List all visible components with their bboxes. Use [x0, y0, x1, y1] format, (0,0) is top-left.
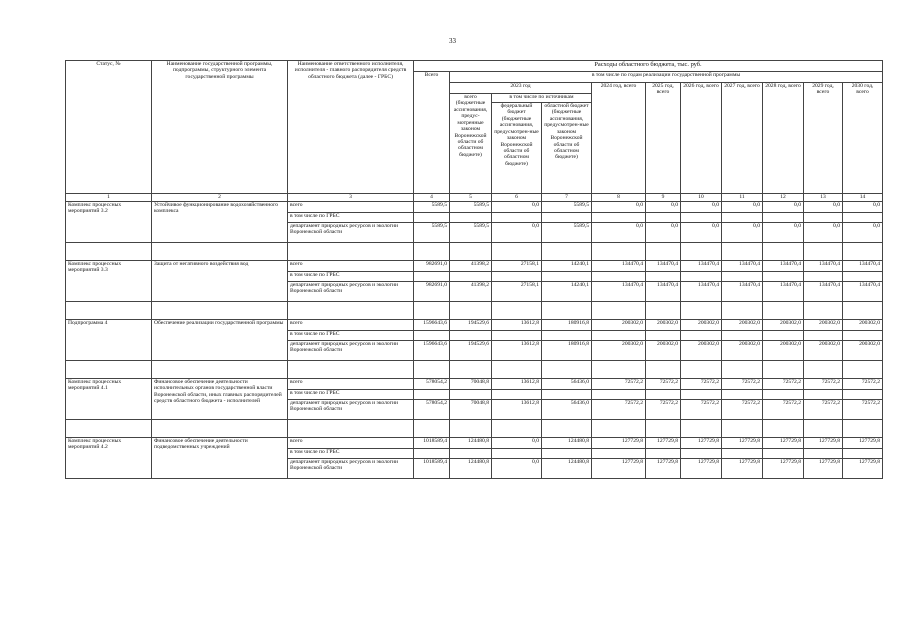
col-index: 7 [542, 194, 592, 202]
value-cell: 5589,5 [450, 202, 492, 213]
empty-cell [681, 272, 722, 282]
header-program-name: Наименование государственной программы, подпрограммы, структурного элемента государственной программы [152, 61, 288, 194]
value-cell: 124480,8 [542, 438, 592, 449]
table-row [66, 379, 883, 390]
spacer-cell [843, 361, 883, 379]
spacer-cell [288, 420, 414, 438]
program-name-cell: Защита от негативного воздействия вод [152, 261, 288, 302]
value-cell: 134470,4 [681, 261, 722, 272]
value-cell: 982691,0 [414, 282, 450, 302]
executor-grbs-cell: в том числе по ГРБС [288, 272, 414, 282]
value-cell: 982691,0 [414, 261, 450, 272]
header-federal: федеральный бюджет (бюджетные ассигнования, предусмотрен-ные законом Воронежской области об областном бюджете) [492, 103, 542, 194]
empty-cell [542, 390, 592, 400]
value-cell: 70048,8 [450, 379, 492, 390]
spacer-cell [681, 243, 722, 261]
spacer-cell [592, 302, 646, 320]
value-cell: 200302,0 [763, 341, 804, 361]
executor-dept-cell: департамент природных ресурсов и экологии Воронежской области [288, 282, 414, 302]
spacer-cell [722, 420, 763, 438]
value-cell: 127729,8 [646, 459, 681, 479]
value-cell: 1596643,6 [414, 341, 450, 361]
col-index: 14 [843, 194, 883, 202]
col-index: 9 [646, 194, 681, 202]
executor-dept-cell: департамент природных ресурсов и экологии Воронежской области [288, 223, 414, 243]
executor-all-cell: всего [288, 438, 414, 449]
empty-cell [804, 272, 843, 282]
value-cell: 134470,4 [646, 261, 681, 272]
spacer-cell [646, 243, 681, 261]
value-cell: 124480,8 [450, 438, 492, 449]
executor-grbs-cell: в том числе по ГРБС [288, 213, 414, 223]
value-cell: 72572,2 [843, 400, 883, 420]
empty-cell [414, 390, 450, 400]
header-by-years: в том числе по годам реализации государственной программы [450, 72, 883, 83]
empty-cell [681, 213, 722, 223]
value-cell: 72572,2 [646, 400, 681, 420]
value-cell: 13612,8 [492, 400, 542, 420]
empty-cell [722, 449, 763, 459]
header-sources: в том числе по источникам [492, 94, 592, 103]
header-2025: 2025 год, всего [646, 83, 681, 194]
empty-cell [542, 449, 592, 459]
value-cell: 194529,6 [450, 341, 492, 361]
empty-cell [592, 213, 646, 223]
value-cell: 127729,8 [646, 438, 681, 449]
table-row [66, 261, 883, 272]
empty-cell [843, 213, 883, 223]
value-cell: 1018589,4 [414, 438, 450, 449]
program-name-cell: Обеспечение реализации государственной программы [152, 320, 288, 361]
table-row [66, 202, 883, 213]
empty-cell [763, 390, 804, 400]
value-cell: 127729,8 [763, 438, 804, 449]
spacer-row [66, 243, 883, 261]
value-cell: 5589,5 [414, 202, 450, 213]
empty-cell [450, 390, 492, 400]
spacer-cell [722, 302, 763, 320]
empty-cell [542, 272, 592, 282]
value-cell: 72572,2 [763, 400, 804, 420]
spacer-cell [152, 302, 288, 320]
value-cell: 200302,0 [592, 341, 646, 361]
value-cell: 127729,8 [843, 438, 883, 449]
empty-cell [450, 449, 492, 459]
col-index: 6 [492, 194, 542, 202]
spacer-cell [542, 361, 592, 379]
header-2026: 2026 год, всего [681, 83, 722, 194]
header-regional: областной бюджет (бюджетные ассигнования, предусмотрен-ные законом Воронежской области об областном бюджете) [542, 103, 592, 194]
page-number: 33 [449, 37, 456, 45]
value-cell: 0,0 [843, 223, 883, 243]
value-cell: 134470,4 [722, 261, 763, 272]
spacer-cell [843, 420, 883, 438]
executor-dept-cell: департамент природных ресурсов и экологии Воронежской области [288, 400, 414, 420]
empty-cell [414, 449, 450, 459]
empty-cell [646, 272, 681, 282]
value-cell: 200302,0 [681, 320, 722, 331]
executor-grbs-cell: в том числе по ГРБС [288, 449, 414, 459]
empty-cell [646, 331, 681, 341]
value-cell: 70048,8 [450, 400, 492, 420]
value-cell: 0,0 [763, 202, 804, 213]
empty-cell [492, 390, 542, 400]
value-cell: 41398,2 [450, 282, 492, 302]
value-cell: 41398,2 [450, 261, 492, 272]
empty-cell [646, 390, 681, 400]
spacer-cell [843, 302, 883, 320]
spacer-cell [722, 361, 763, 379]
value-cell: 134470,4 [592, 261, 646, 272]
empty-cell [646, 213, 681, 223]
value-cell: 0,0 [492, 202, 542, 213]
spacer-cell [152, 420, 288, 438]
col-index: 8 [592, 194, 646, 202]
value-cell: 14240,1 [542, 261, 592, 272]
value-cell: 5589,5 [414, 223, 450, 243]
spacer-cell [804, 361, 843, 379]
empty-cell [542, 213, 592, 223]
column-index-row [66, 194, 883, 202]
col-index: 5 [450, 194, 492, 202]
status-cell: Комплекс процессных мероприятий 3.2 [66, 202, 152, 243]
value-cell: 127729,8 [804, 438, 843, 449]
value-cell: 13612,8 [492, 341, 542, 361]
empty-cell [722, 213, 763, 223]
spacer-cell [414, 243, 450, 261]
value-cell: 72572,2 [722, 379, 763, 390]
value-cell: 200302,0 [843, 341, 883, 361]
value-cell: 1018589,4 [414, 459, 450, 479]
spacer-cell [450, 243, 492, 261]
spacer-cell [152, 361, 288, 379]
spacer-row [66, 361, 883, 379]
value-cell: 72572,2 [843, 379, 883, 390]
header-2029: 2029 год, всего [804, 83, 843, 194]
value-cell: 200302,0 [646, 320, 681, 331]
value-cell: 127729,8 [722, 438, 763, 449]
spacer-cell [804, 302, 843, 320]
value-cell: 5589,5 [542, 202, 592, 213]
value-cell: 72572,2 [592, 379, 646, 390]
header-executor: Наименование ответственного исполнителя, исполнителя - главного распорядителя средств областного бюджета (далее - ГРБС) [288, 61, 414, 194]
value-cell: 127729,8 [681, 459, 722, 479]
header-expenses: Расходы областного бюджета, тыс. руб. [414, 61, 883, 72]
program-name-cell: Устойчивое функционирование водохозяйственного комплекса [152, 202, 288, 243]
header-2030: 2030 год, всего [843, 83, 883, 194]
value-cell: 200302,0 [722, 320, 763, 331]
value-cell: 127729,8 [843, 459, 883, 479]
spacer-cell [804, 243, 843, 261]
value-cell: 0,0 [843, 202, 883, 213]
col-index: 3 [288, 194, 414, 202]
value-cell: 13612,8 [492, 320, 542, 331]
value-cell: 0,0 [492, 223, 542, 243]
value-cell: 134470,4 [804, 282, 843, 302]
empty-cell [450, 272, 492, 282]
program-name-cell: Финансовое обеспечение деятельности подведомственных учреждений [152, 438, 288, 479]
value-cell: 0,0 [646, 223, 681, 243]
value-cell: 200302,0 [681, 341, 722, 361]
spacer-cell [592, 420, 646, 438]
program-name-cell: Финансовое обеспечение деятельности исполнительных органов государственной власти Воронежской области, иных главных распорядителей средств областного бюджета - исполнителей [152, 379, 288, 420]
value-cell: 127729,8 [592, 459, 646, 479]
executor-all-cell: всего [288, 320, 414, 331]
spacer-cell [66, 361, 152, 379]
empty-cell [722, 272, 763, 282]
value-cell: 13612,8 [492, 379, 542, 390]
header-2024: 2024 год, всего [592, 83, 646, 194]
value-cell: 200302,0 [763, 320, 804, 331]
empty-cell [592, 449, 646, 459]
value-cell: 194529,6 [450, 320, 492, 331]
value-cell: 134470,4 [646, 282, 681, 302]
value-cell: 127729,8 [592, 438, 646, 449]
empty-cell [592, 390, 646, 400]
table-row [66, 438, 883, 449]
status-cell: Подпрограмма 4 [66, 320, 152, 361]
empty-cell [681, 331, 722, 341]
value-cell: 0,0 [722, 202, 763, 213]
empty-cell [763, 272, 804, 282]
value-cell: 0,0 [592, 202, 646, 213]
value-cell: 0,0 [492, 459, 542, 479]
value-cell: 124480,8 [542, 459, 592, 479]
value-cell: 72572,2 [804, 400, 843, 420]
spacer-cell [646, 302, 681, 320]
value-cell: 5589,5 [450, 223, 492, 243]
executor-dept-cell: департамент природных ресурсов и экологии Воронежской области [288, 459, 414, 479]
value-cell: 5589,5 [542, 223, 592, 243]
spacer-cell [763, 243, 804, 261]
empty-cell [681, 390, 722, 400]
executor-all-cell: всего [288, 202, 414, 213]
value-cell: 124480,8 [450, 459, 492, 479]
spacer-cell [414, 420, 450, 438]
spacer-cell [492, 302, 542, 320]
value-cell: 134470,4 [804, 261, 843, 272]
spacer-cell [66, 243, 152, 261]
spacer-cell [414, 361, 450, 379]
value-cell: 72572,2 [681, 400, 722, 420]
spacer-cell [843, 243, 883, 261]
value-cell: 127729,8 [763, 459, 804, 479]
empty-cell [450, 213, 492, 223]
value-cell: 134470,4 [722, 282, 763, 302]
spacer-cell [66, 302, 152, 320]
empty-cell [804, 390, 843, 400]
empty-cell [681, 449, 722, 459]
empty-cell [763, 331, 804, 341]
header-total: Всего [414, 72, 450, 194]
spacer-cell [288, 302, 414, 320]
spacer-cell [681, 361, 722, 379]
spacer-cell [542, 420, 592, 438]
spacer-cell [542, 302, 592, 320]
spacer-cell [592, 243, 646, 261]
value-cell: 134470,4 [843, 261, 883, 272]
empty-cell [804, 331, 843, 341]
empty-cell [492, 449, 542, 459]
spacer-cell [414, 302, 450, 320]
empty-cell [414, 213, 450, 223]
value-cell: 134470,4 [843, 282, 883, 302]
empty-cell [843, 331, 883, 341]
value-cell: 134470,4 [763, 282, 804, 302]
value-cell: 0,0 [804, 223, 843, 243]
empty-cell [450, 331, 492, 341]
col-index: 13 [804, 194, 843, 202]
empty-cell [592, 331, 646, 341]
value-cell: 578054,2 [414, 400, 450, 420]
executor-dept-cell: департамент природных ресурсов и экологии Воронежской области [288, 341, 414, 361]
header-status: Статус, № [66, 61, 152, 194]
empty-cell [843, 272, 883, 282]
executor-grbs-cell: в том числе по ГРБС [288, 331, 414, 341]
value-cell: 0,0 [804, 202, 843, 213]
spacer-cell [492, 361, 542, 379]
col-index: 11 [722, 194, 763, 202]
value-cell: 0,0 [681, 223, 722, 243]
col-index: 4 [414, 194, 450, 202]
empty-cell [592, 272, 646, 282]
spacer-cell [66, 420, 152, 438]
spacer-row [66, 302, 883, 320]
empty-cell [804, 449, 843, 459]
value-cell: 72572,2 [592, 400, 646, 420]
value-cell: 72572,2 [722, 400, 763, 420]
spacer-cell [646, 420, 681, 438]
value-cell: 200302,0 [592, 320, 646, 331]
spacer-cell [450, 302, 492, 320]
executor-all-cell: всего [288, 261, 414, 272]
spacer-cell [492, 420, 542, 438]
empty-cell [542, 331, 592, 341]
spacer-cell [492, 243, 542, 261]
executor-grbs-cell: в том числе по ГРБС [288, 390, 414, 400]
value-cell: 180916,8 [542, 341, 592, 361]
empty-cell [492, 213, 542, 223]
value-cell: 578054,2 [414, 379, 450, 390]
spacer-cell [542, 243, 592, 261]
value-cell: 180916,8 [542, 320, 592, 331]
value-cell: 134470,4 [592, 282, 646, 302]
value-cell: 72572,2 [681, 379, 722, 390]
value-cell: 56436,0 [542, 400, 592, 420]
col-index: 10 [681, 194, 722, 202]
executor-all-cell: всего [288, 379, 414, 390]
empty-cell [646, 449, 681, 459]
empty-cell [414, 272, 450, 282]
empty-cell [804, 213, 843, 223]
value-cell: 200302,0 [722, 341, 763, 361]
header-2027: 2027 год, всего [722, 83, 763, 194]
value-cell: 200302,0 [804, 341, 843, 361]
empty-cell [722, 331, 763, 341]
empty-cell [492, 331, 542, 341]
empty-cell [843, 390, 883, 400]
spacer-cell [681, 420, 722, 438]
empty-cell [843, 449, 883, 459]
value-cell: 1596643,6 [414, 320, 450, 331]
value-cell: 127729,8 [722, 459, 763, 479]
value-cell: 72572,2 [804, 379, 843, 390]
header-year-2023: 2023 год [450, 83, 592, 94]
status-cell: Комплекс процессных мероприятий 3.3 [66, 261, 152, 302]
status-cell: Комплекс процессных мероприятий 4.2 [66, 438, 152, 479]
status-cell: Комплекс процессных мероприятий 4.1 [66, 379, 152, 420]
budget-table [65, 60, 883, 479]
spacer-cell [646, 361, 681, 379]
value-cell: 200302,0 [843, 320, 883, 331]
spacer-cell [450, 420, 492, 438]
header-2023-all: всего (бюджетные ассигнования, предус-мотренные законом Воронежской области об областном бюджете) [450, 94, 492, 194]
value-cell: 200302,0 [646, 341, 681, 361]
value-cell: 27158,1 [492, 282, 542, 302]
value-cell: 72572,2 [763, 379, 804, 390]
spacer-cell [152, 243, 288, 261]
header-2028: 2028 год, всего [763, 83, 804, 194]
value-cell: 127729,8 [681, 438, 722, 449]
spacer-cell [763, 361, 804, 379]
value-cell: 134470,4 [763, 261, 804, 272]
col-index: 2 [152, 194, 288, 202]
value-cell: 200302,0 [804, 320, 843, 331]
spacer-cell [592, 361, 646, 379]
value-cell: 0,0 [646, 202, 681, 213]
col-index: 12 [763, 194, 804, 202]
value-cell: 27158,1 [492, 261, 542, 272]
spacer-cell [722, 243, 763, 261]
spacer-cell [450, 361, 492, 379]
spacer-cell [681, 302, 722, 320]
value-cell: 127729,8 [804, 459, 843, 479]
table-row [66, 320, 883, 331]
spacer-cell [288, 243, 414, 261]
empty-cell [414, 331, 450, 341]
col-index: 1 [66, 194, 152, 202]
spacer-row [66, 420, 883, 438]
spacer-cell [763, 302, 804, 320]
empty-cell [722, 390, 763, 400]
value-cell: 0,0 [592, 223, 646, 243]
value-cell: 0,0 [722, 223, 763, 243]
value-cell: 0,0 [492, 438, 542, 449]
value-cell: 134470,4 [681, 282, 722, 302]
spacer-cell [288, 361, 414, 379]
value-cell: 0,0 [763, 223, 804, 243]
value-cell: 72572,2 [646, 379, 681, 390]
empty-cell [492, 272, 542, 282]
value-cell: 14240,1 [542, 282, 592, 302]
spacer-cell [804, 420, 843, 438]
empty-cell [763, 213, 804, 223]
empty-cell [763, 449, 804, 459]
value-cell: 56436,0 [542, 379, 592, 390]
spacer-cell [763, 420, 804, 438]
value-cell: 0,0 [681, 202, 722, 213]
